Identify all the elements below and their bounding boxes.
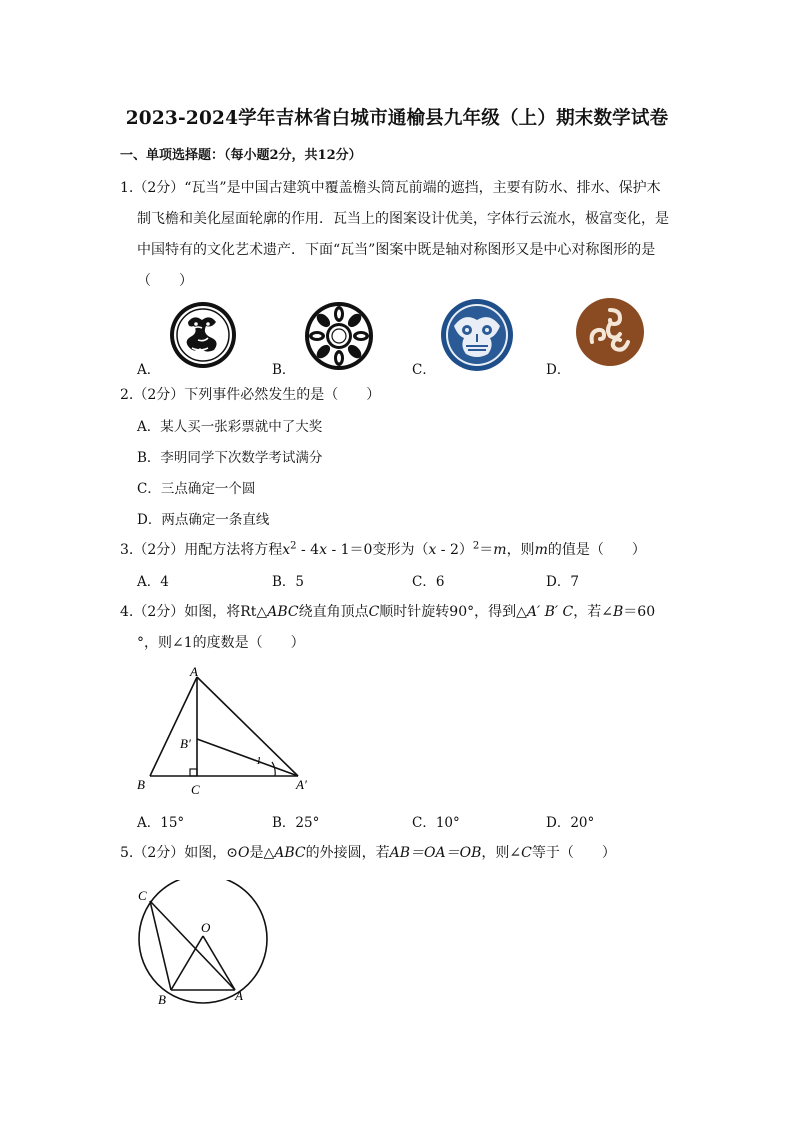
q2-option-a: A．某人买一张彩票就中了大奖	[137, 419, 323, 435]
q3-option-d: D．7	[546, 574, 579, 590]
q4-option-a: A．15°	[137, 815, 185, 831]
tile-c-face-image	[440, 298, 514, 372]
q1-line4: （ ）	[137, 273, 193, 289]
q2-option-b: B．李明同学下次数学考试满分	[137, 450, 323, 466]
q4-label-c: C	[191, 782, 200, 797]
q3-stem-a: 3.（2分）用配方法将方程	[120, 542, 283, 558]
q3-option-c: C．6	[412, 574, 445, 590]
q4-line1-d: A′ B′ C	[526, 604, 574, 620]
q3-stem-g: 的值是（ ）	[547, 542, 646, 558]
q5-o: O	[238, 845, 250, 861]
q3-option-a: A．4	[137, 574, 169, 590]
q5-label-a: A	[235, 988, 243, 1003]
q3-var-m2: m	[534, 542, 548, 558]
q4-line1-e: ，若∠	[573, 604, 613, 620]
q1-option-b: B．	[272, 362, 296, 378]
q1-line1: 1.（2分）“瓦当”是中国古建筑中覆盖檐头筒瓦前端的遮挡，主要有防水、排水、保护木	[120, 180, 661, 196]
q1-option-a: A．	[137, 362, 161, 378]
q5-label-b: B	[158, 992, 166, 1007]
q1-line3: 中国特有的文化艺术遗产．下面“瓦当”图案中既是轴对称图形又是中心对称图形的是	[137, 242, 656, 258]
q5-eq: AB＝OA＝OB	[389, 845, 482, 861]
q4-label-bprime: B′	[180, 736, 191, 751]
q1-option-c: C．	[412, 362, 436, 378]
tile-a-tiger-image	[168, 300, 238, 370]
q4-option-d: D．20°	[546, 815, 595, 831]
q4-option-b: B．25°	[272, 815, 320, 831]
q4-line1	[120, 601, 655, 621]
q2-stem: 2.（2分）下列事件必然发生的是（ ）	[120, 387, 381, 403]
q3-stem-d: - 2）	[436, 542, 473, 558]
q5-stem-c: 的外接圆，若	[305, 845, 390, 861]
q4-line1-f: ＝60	[623, 604, 656, 620]
q3-stem	[120, 539, 646, 559]
q4-label-b: B	[137, 777, 145, 792]
q4-c: C	[368, 604, 380, 620]
q5-c: C	[521, 845, 532, 861]
q4-line2: °，则∠1的度数是（ ）	[137, 635, 305, 651]
tile-d-swirl-image	[574, 296, 646, 368]
q3-stem-c: - 1＝0变形为（	[327, 542, 429, 558]
q3-option-b: B．5	[272, 574, 305, 590]
q5-stem-d: ，则∠	[481, 845, 522, 861]
tile-b-flower-image	[303, 300, 375, 372]
q4-label-a: A	[190, 664, 198, 679]
q3-stem-e: ＝	[479, 542, 494, 558]
q5-stem-b: 是△	[249, 845, 275, 861]
q4-line1-c: 顺时针旋转90°，得到△	[379, 604, 527, 620]
q4-b: B	[613, 604, 624, 620]
q3-var-x2: x	[319, 542, 327, 558]
q5-abc: ABC	[274, 845, 306, 861]
q1-line2: 制飞檐和美化屋面轮廓的作用．瓦当上的图案设计优美，字体行云流水，极富变化，是	[137, 211, 669, 227]
q1-option-d: D．	[546, 362, 571, 378]
q4-label-aprime: A′	[296, 777, 307, 792]
q4-label-angle-1: 1	[256, 755, 262, 767]
q5-stem-e: 等于（ ）	[531, 845, 616, 861]
q3-stem-f: ，则	[506, 542, 535, 558]
q4-triangle-figure	[132, 660, 322, 800]
q2-option-c: C．三点确定一个圆	[137, 481, 256, 497]
q5-label-o: O	[201, 920, 211, 935]
q4-line1-a: 4.（2分）如图，将Rt△	[120, 604, 268, 620]
q4-option-c: C．10°	[412, 815, 460, 831]
section-heading: 一、单项选择题：（每小题2分，共12分）	[120, 148, 362, 163]
q5-circle-figure	[128, 880, 278, 1010]
q3-var-x: x	[282, 542, 291, 558]
q4-abc: ABC	[267, 604, 299, 620]
q4-line1-b: 绕直角顶点	[298, 604, 369, 620]
q5-stem-a: 5.（2分）如图，⊙	[120, 845, 238, 861]
q3-var-x3: x	[428, 542, 437, 558]
q5-stem	[120, 842, 616, 862]
q3-var-m: m	[493, 542, 507, 558]
q3-exponent: 2	[290, 540, 297, 552]
q2-option-d: D．两点确定一条直线	[137, 512, 270, 528]
q3-stem-b: - 4	[296, 542, 320, 558]
q5-label-c: C	[138, 888, 147, 903]
page-title: 2023-2024学年吉林省白城市通榆县九年级（上）期末数学试卷	[125, 108, 669, 129]
q3-exponent2: 2	[472, 540, 480, 552]
